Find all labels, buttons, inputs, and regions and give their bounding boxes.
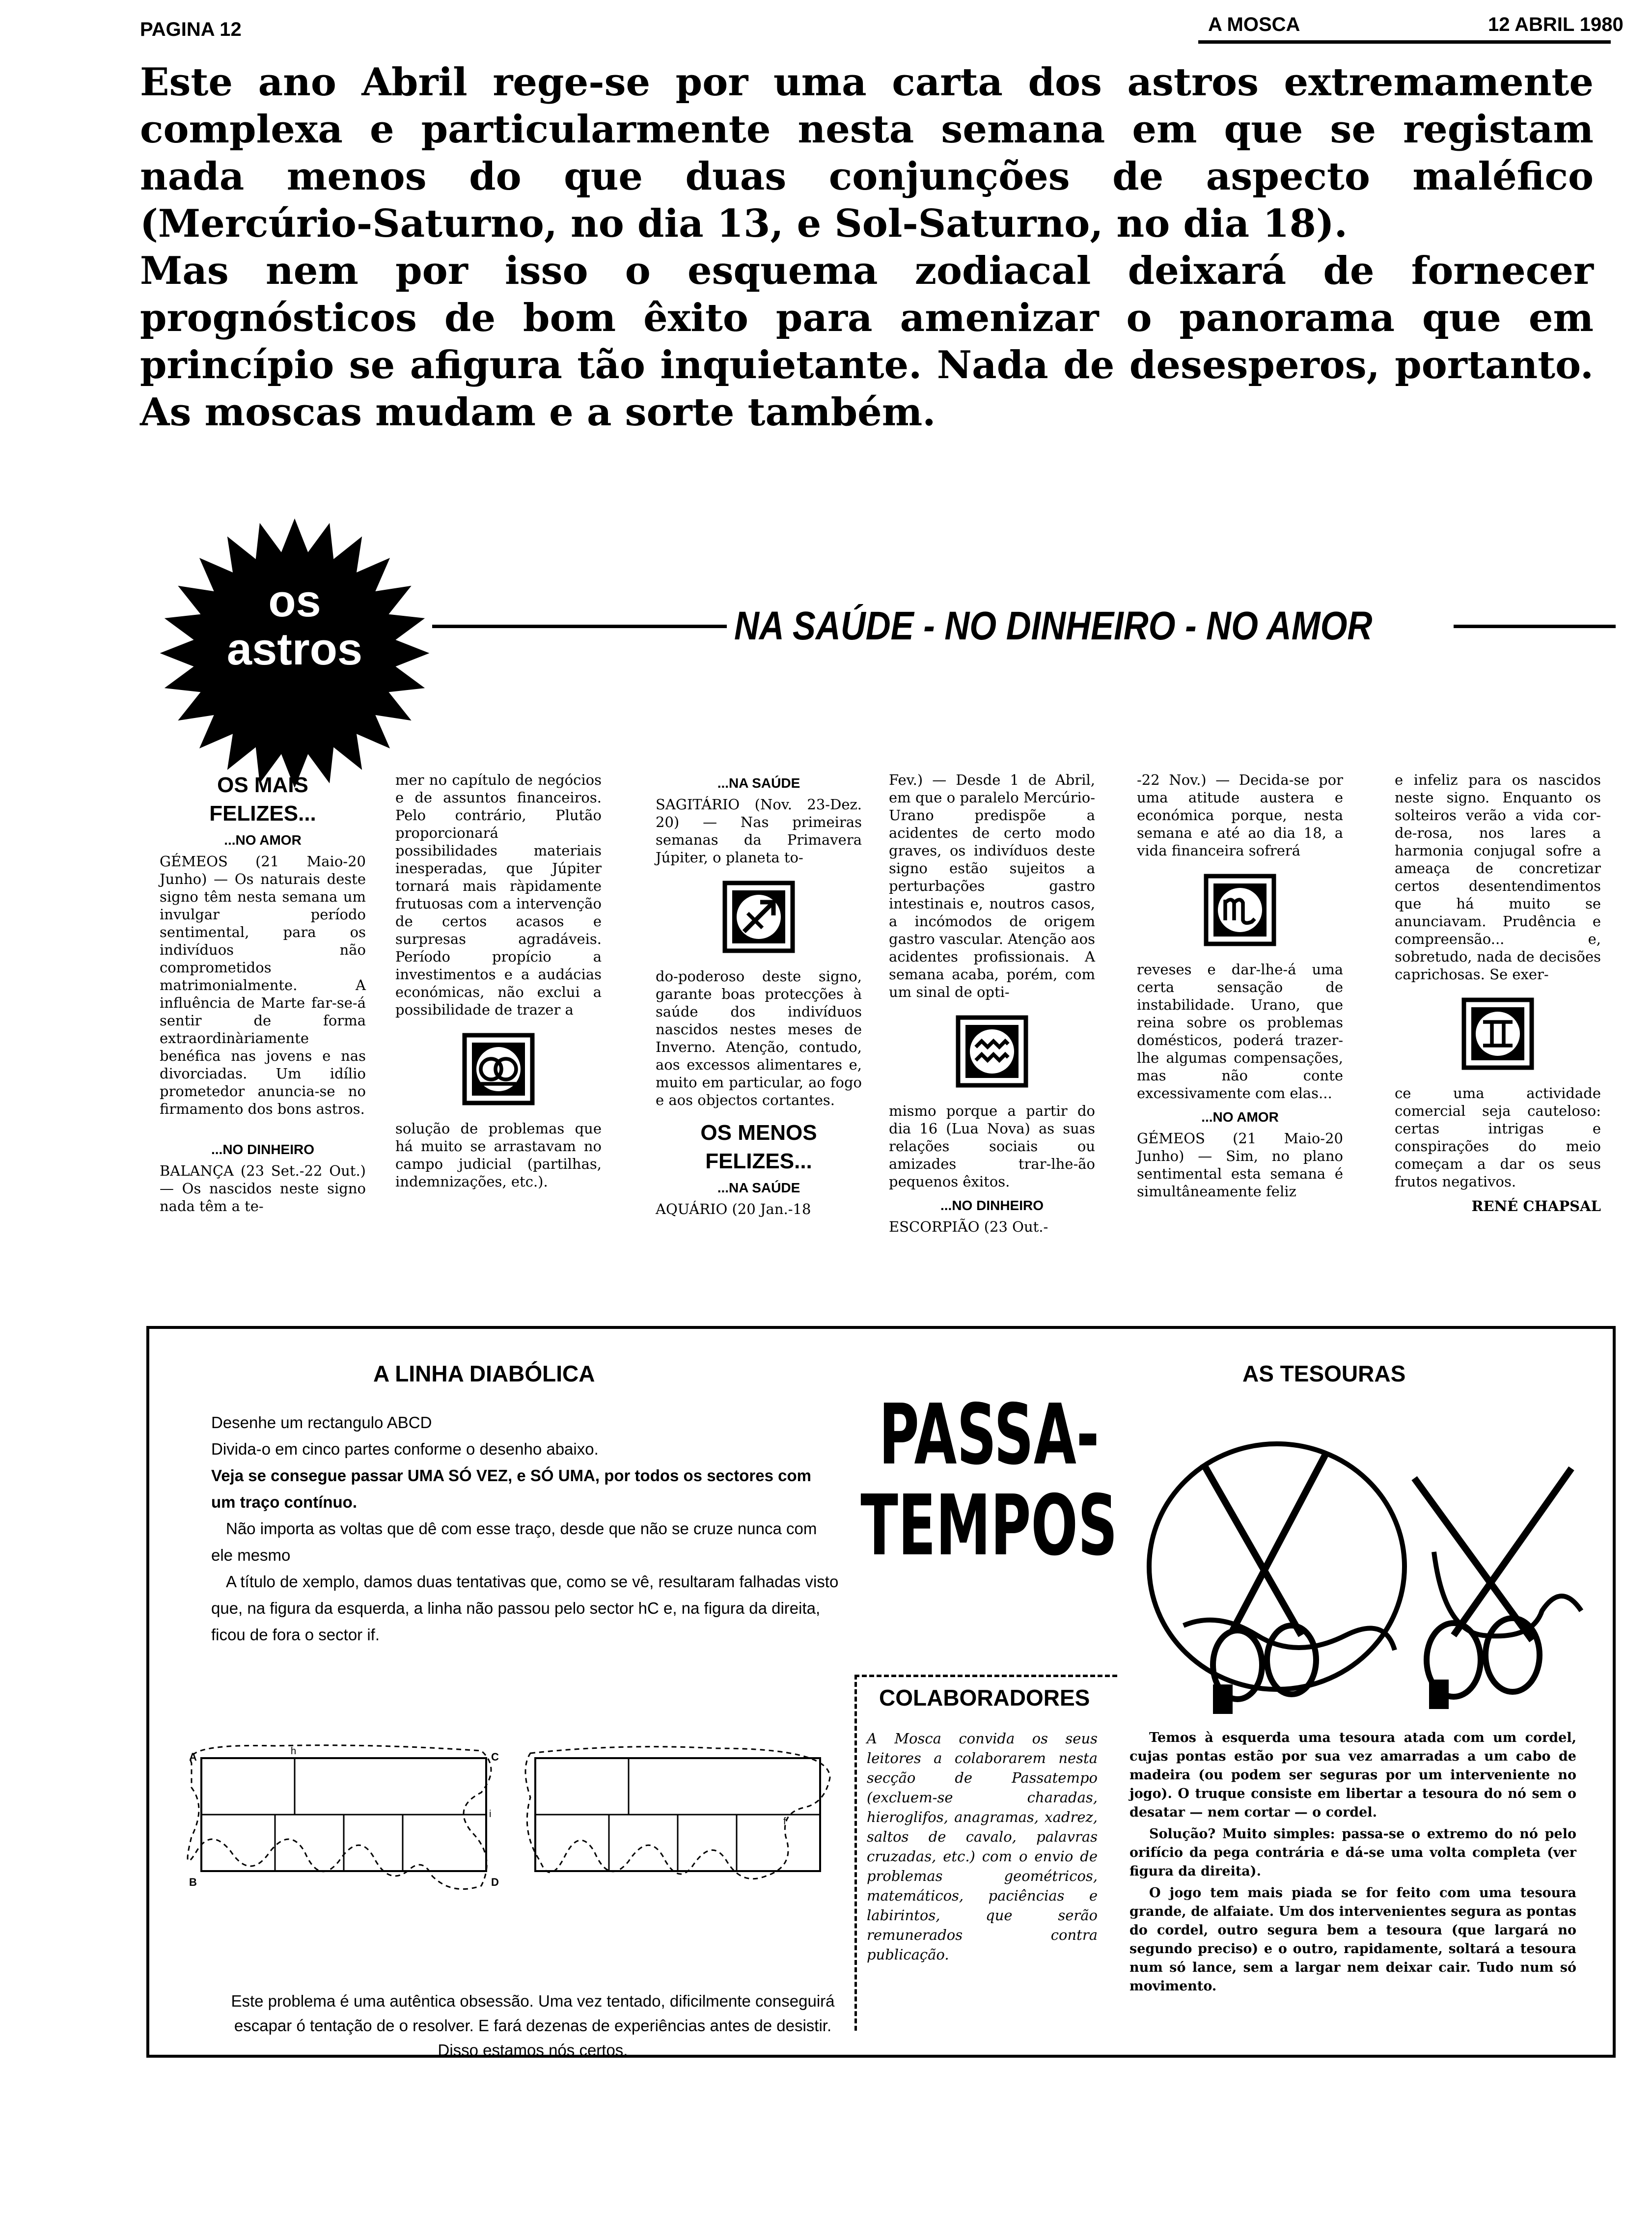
header-rule: [1198, 40, 1611, 44]
newspaper-name: A MOSCA: [1208, 14, 1300, 35]
horoscope-text: ESCORPIÃO (23 Out.-: [889, 1218, 1048, 1235]
horoscope-text: reveses e dar-lhe-á uma certa sensação de instabilidade. Urano, que reina sobre os problemas domésticos, poderá trazer-lhe algumas compensações, mas não conte excessivamente com elas...: [1137, 961, 1343, 1102]
horoscope-text: BALANÇA (23 Set.-22 Out.) — Os nascidos neste signo nada têm a te-: [160, 1162, 366, 1214]
libra-sign-icon: [462, 1032, 535, 1106]
puzzle-label-d: D: [491, 1876, 499, 1888]
passatempos-title: [859, 1386, 1119, 1574]
linha-paragraph: A título de xemplo, damos duas tentativas que, como se vê, resultaram falhadas visto que, na figura da esquerda, a linha não passou pelo sector hC e, na figura da direita, ficou de fora o sector if.: [211, 1572, 839, 1644]
section-heading: FELIZES...: [705, 1149, 812, 1173]
horoscope-text: GÉMEOS (21 Maio-20 Junho) — Sim, no plano sentimental esta semana é simultâneamente feliz: [1137, 1130, 1343, 1200]
linha-paragraph: Divida-o em cinco partes conforme o desenho abaixo.: [211, 1440, 599, 1458]
scissors-illustration: [1139, 1405, 1591, 1719]
subheading: ...NA SAÚDE: [717, 775, 800, 791]
horoscope-column-2: [395, 771, 602, 1190]
tesouras-title: AS TESOURAS: [1242, 1361, 1406, 1386]
subheading: ...NO AMOR: [224, 832, 302, 848]
puzzle-figure-right: [525, 1747, 830, 1879]
horoscope-text: mismo porque a partir do dia 16 (Lua Nova) as suas relações sociais ou amizades trar-lhe-ão pequenos êxitos.: [889, 1103, 1095, 1190]
badge-line-1: os: [268, 576, 321, 626]
badge-line-2: astros: [226, 624, 363, 674]
horoscope-text: mer no capítulo de negócios e de assuntos financeiros. Pelo contrário, Plutão proporcionará possibilidades materiais inesperadas, que Júpiter tornará mais ràpidamente frutuosas com a intervenção de certos acasos e surpresas agradáveis. Período propício a investimentos e a audácias económicas, não exclui a possibilidade de trazer a: [395, 772, 602, 1018]
linha-paragraph: Não importa as voltas que dê com esse traço, desde que não se cruze nunca com ele mesmo: [211, 1519, 817, 1564]
intro-paragraph-1: Este ano Abril rege-se por uma carta dos astros extremamente complexa e particularmente nesta semana em que se registam nada menos do que duas conjunções de aspecto maléfico (Mercúrio-Saturno, no dia 13, e Sol-Saturno, no dia 18).: [140, 60, 1594, 246]
horoscope-column-5: [1137, 771, 1343, 1200]
gemini-sign-icon: [1461, 997, 1535, 1071]
linha-diabolica-text: [211, 1409, 840, 1648]
aquarius-sign-icon: [955, 1015, 1029, 1088]
horoscope-column-6: [1395, 771, 1601, 1215]
section-banner: NA SAÚDE - NO DINHEIRO - NO AMOR: [734, 604, 1373, 648]
horoscope-column-3: [656, 771, 862, 1218]
horoscope-column-4: [889, 771, 1095, 1236]
tesouras-paragraph: Temos à esquerda uma tesoura atada com um cordel, cujas pontas estão por sua vez amarradas a um cabo de madeira (ou podem ser seguras por um interveniente no jogo). O truque consiste em libertar a tesoura do nó sem o desatar — nem cortar — o cordel.: [1129, 1730, 1576, 1820]
linha-diabolica-title: A LINHA DIABÓLICA: [373, 1361, 595, 1386]
subheading: ...NO AMOR: [1201, 1109, 1279, 1125]
puzzle-label-i: i: [489, 1809, 492, 1820]
horoscope-text: -22 Nov.) — Decida-se por uma atitude austera e económica porque, nesta semana e até ao dia 18, a vida financeira sofrerá: [1137, 772, 1343, 859]
horoscope-text: Fev.) — Desde 1 de Abril, em que o paralelo Mercúrio-Urano predispõe a acidentes de certo modo graves, os indivíduos deste signo estão sujeitos a perturbações gastro intestinais e, noutros casos, a incómodos de origem gastro vascular. Atenção aos acidentes profissionais. A semana acaba, porém, com um sinal de opti-: [889, 772, 1095, 1000]
linha-paragraph: Desenhe um rectangulo ABCD: [211, 1413, 432, 1432]
linha-paragraph: Veja se consegue passar UMA SÓ VEZ, e SÓ UMA, por todos os sectores com um traço contínuo.: [211, 1466, 811, 1511]
scissors-left-icon: [1149, 1444, 1404, 1714]
horoscope-column-1: [160, 771, 366, 1215]
section-heading: FELIZES...: [209, 801, 316, 826]
subheading: ...NO DINHEIRO: [940, 1198, 1044, 1213]
colaboradores-text: A Mosca convida os seus leitores a colaborarem nesta secção de Passatempo (excluem-se charadas, hieroglifos, anagramas, xadrez, saltos de cavalo, palavras cruzadas, etc.) com o envio de problemas geométricos, matemáticos, paciências e labirintos, que serão remunerados contra publicação.: [867, 1730, 1098, 1963]
horoscope-text: ce uma actividade comercial seja cauteloso: certas intrigas e conspirações do meio começam a dar os seus frutos negativos.: [1395, 1085, 1601, 1190]
intro-text: [140, 59, 1594, 436]
subheading: ...NO DINHEIRO: [211, 1142, 314, 1157]
tesouras-paragraph: Solução? Muito simples: passa-se o extremo do nó pelo orifício da pega contrária e dá-se uma volta completa (ver figura da direita).: [1129, 1826, 1576, 1879]
linha-diabolica-footer: Este problema é uma autêntica obsessão. Uma vez tentado, dificilmente conseguirá escapar ó tentação de o resolver. E fará dezenas de experiências antes de desistir. Disso estamos nós certos.: [231, 1992, 835, 2059]
subheading: ...NA SAÚDE: [717, 1180, 800, 1195]
horoscope-text: do-poderoso deste signo, garante boas protecções à saúde dos indivíduos nascidos nestes meses de Inverno. Atenção, contudo, aos excessos alimentares e, muito em particular, ao fogo e aos objectos cortantes.: [656, 968, 862, 1108]
scissors-right-icon: [1414, 1468, 1581, 1709]
horoscope-text: GÉMEOS (21 Maio-20 Junho) — Os naturais deste signo têm nesta semana um invulgar período sentimental, para os indivíduos não comprometidos matrimonialmente. A influência de Marte far-se-á sentir de forma extraordinàriamente benéfica nas jovens e nas divorciadas. Um idílio prometedor anuncia-se no firmamento dos bons astros.: [160, 853, 366, 1117]
horoscope-text: SAGITÁRIO (Nov. 23-Dez. 20) — Nas primeiras semanas da Primavera Júpiter, o planeta to-: [656, 796, 862, 866]
scorpio-sign-icon: [1203, 873, 1277, 947]
puzzle-label-c: C: [491, 1751, 499, 1763]
tesouras-text: [1129, 1729, 1576, 1999]
sagittarius-sign-icon: [722, 880, 796, 954]
horoscope-text: e infeliz para os nascidos neste signo. Enquanto os solteiros verão a vida cor-de-rosa, nos lares a harmonia conjugal sofre a ameaça de concretizar certos desentendimentos que há muito se anunciavam. Prudência e compreensão... e, sobretudo, nada de decisões caprichosas. Se exer-: [1395, 772, 1601, 983]
passatempos-line-2: TEMPOS: [860, 1477, 1118, 1574]
banner-rule-left: [432, 625, 727, 628]
tesouras-paragraph: O jogo tem mais piada se for feito com uma tesoura grande, de alfaiate. Um dos intervenientes segura as pontas do cordel, outro segura bem a tesoura (que largará no segundo preciso) e o outro, rapidamente, soltará a tesoura num só lance, sem a largar nem deixar cair. Tudo num só movimento.: [1129, 1885, 1576, 1994]
intro-paragraph-2: Mas nem por isso o esquema zodiacal deixará de fornecer prognósticos de bom êxito para amenizar o panorama que em princípio se afigura tão inquietante. Nada de desesperos, portanto. As moscas mudam e a sorte também.: [140, 248, 1594, 435]
colaboradores-title: COLABORADORES: [879, 1685, 1090, 1710]
horoscope-text: solução de problemas que há muito se arrastavam no campo judicial (partilhas, indemnizações, etc.).: [395, 1120, 602, 1190]
puzzle-diagram: [177, 1738, 850, 1901]
section-heading: OS MENOS: [700, 1121, 817, 1145]
section-heading: OS MAIS: [217, 773, 308, 797]
puzzle-figure-left: [188, 1745, 499, 1889]
author-signature: RENÉ CHAPSAL: [1471, 1198, 1601, 1214]
passatempos-line-1: PASSA-: [879, 1386, 1100, 1484]
issue-date: 12 ABRIL 1980: [1488, 14, 1624, 35]
horoscope-text: AQUÁRIO (20 Jan.-18: [656, 1201, 811, 1217]
puzzle-label-a: A: [189, 1751, 197, 1763]
page-number: PAGINA 12: [140, 19, 242, 40]
badge-text: [201, 577, 388, 673]
banner-rule-right: [1454, 625, 1616, 628]
puzzle-label-f: f: [783, 1816, 786, 1827]
puzzle-label-h: h: [291, 1746, 297, 1757]
puzzle-label-b: B: [189, 1876, 197, 1888]
